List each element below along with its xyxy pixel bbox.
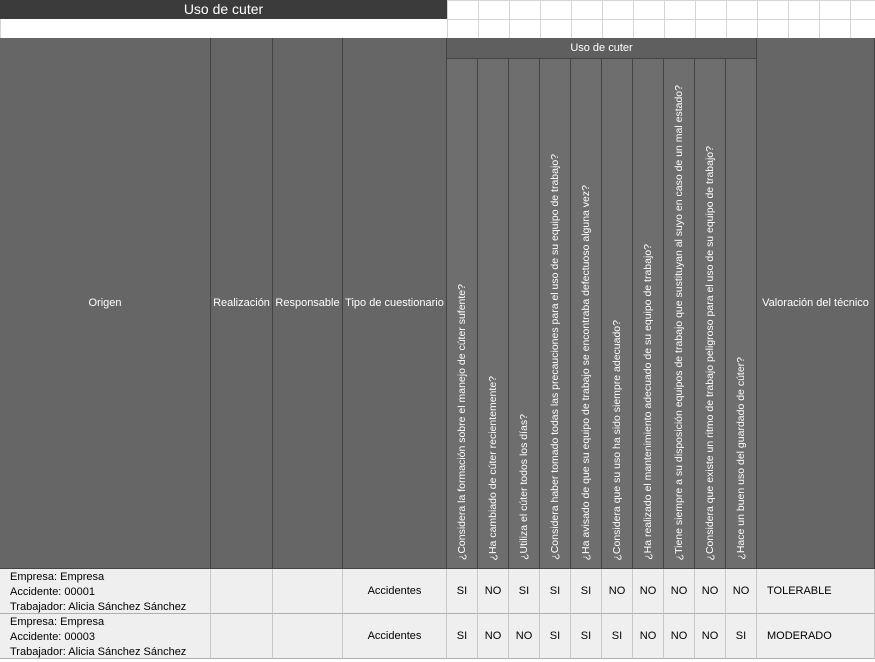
header-question-5[interactable]: ¿Ha avisado de que su equipo de trabajo se encontraba defectuoso alguna vez? [571,59,602,569]
cell-answer[interactable]: NO [633,614,664,659]
header-question-10[interactable]: ¿Hace un buen uso del guardado de cúter? [726,59,757,569]
cell-answer[interactable]: NO [726,569,757,614]
blank-row[interactable] [0,19,447,39]
cell-answer[interactable]: NO [478,614,509,659]
cell-answer[interactable]: NO [695,614,726,659]
cell-tipo-cuestionario[interactable]: Accidentes [343,614,447,659]
origen-trabajador: Trabajador: Alicia Sánchez Sánchez [10,646,187,658]
header-question-9[interactable]: ¿Considera que existe un ritmo de trabajo peligroso para el uso de su equipo de trabajo? [695,59,726,569]
origen-empresa: Empresa: Empresa [10,571,105,583]
cell-answer[interactable]: SI [540,569,571,614]
sheet-title: Uso de cuter [0,0,447,19]
header-tipo-cuestionario[interactable]: Tipo de cuestionario [343,38,447,569]
header-question-6[interactable]: ¿Considera que su uso ha sido siempre adecuado? [602,59,633,569]
cell-answer[interactable]: NO [695,569,726,614]
header-origen[interactable]: Origen [0,38,211,569]
cell-valoracion[interactable]: TOLERABLE [757,569,875,614]
empty-cells-grid[interactable] [447,0,875,38]
cell-answer[interactable]: NO [633,569,664,614]
cell-answer[interactable]: SI [447,569,478,614]
cell-answer[interactable]: SI [540,614,571,659]
cell-answer[interactable]: SI [571,614,602,659]
cell-answer[interactable]: NO [664,569,695,614]
cell-answer[interactable]: SI [571,569,602,614]
cell-answer[interactable]: NO [602,569,633,614]
cell-responsable[interactable] [273,569,343,614]
cell-realizacion[interactable] [211,569,273,614]
header-question-1[interactable]: ¿Considera la formación sobre el manejo de cúter sufente? [447,59,478,569]
cell-answer[interactable]: SI [447,614,478,659]
header-question-8[interactable]: ¿Tiene siempre a su disposición equipos de trabajo que sustituyan al suyo en caso de un mal estado? [664,59,695,569]
origen-trabajador: Trabajador: Alicia Sánchez Sánchez [10,601,187,613]
cell-answer[interactable]: SI [726,614,757,659]
header-question-7[interactable]: ¿Ha realizado el mantenimiento adecuado de su equipo de trabajo? [633,59,664,569]
header-question-2[interactable]: ¿Ha cambiado de cúter recientemente? [478,59,509,569]
header-question-3[interactable]: ¿Utiliza el cúter todos los días? [509,59,540,569]
origen-empresa: Empresa: Empresa [10,616,105,628]
origen-accidente: Accidente: 00003 [10,631,96,643]
cell-answer[interactable]: SI [509,569,540,614]
cell-answer[interactable]: NO [478,569,509,614]
header-question-4[interactable]: ¿Considera haber tomado todas las precauciones para el uso de su equipo de trabajo? [540,59,571,569]
cell-valoracion[interactable]: MODERADO [757,614,875,659]
cell-responsable[interactable] [273,614,343,659]
cell-origen[interactable] [0,569,211,614]
cell-origen[interactable] [0,614,211,659]
cell-realizacion[interactable] [211,614,273,659]
cell-answer[interactable]: NO [664,614,695,659]
header-responsable[interactable]: Responsable [273,38,343,569]
header-realizacion[interactable]: Realización [211,38,273,569]
origen-accidente: Accidente: 00001 [10,586,96,598]
cell-answer[interactable]: SI [602,614,633,659]
cell-tipo-cuestionario[interactable]: Accidentes [343,569,447,614]
cell-answer[interactable]: NO [509,614,540,659]
header-valoracion[interactable]: Valoración del técnico [757,38,875,569]
header-group-uso-de-cuter[interactable]: Uso de cuter [447,38,757,59]
